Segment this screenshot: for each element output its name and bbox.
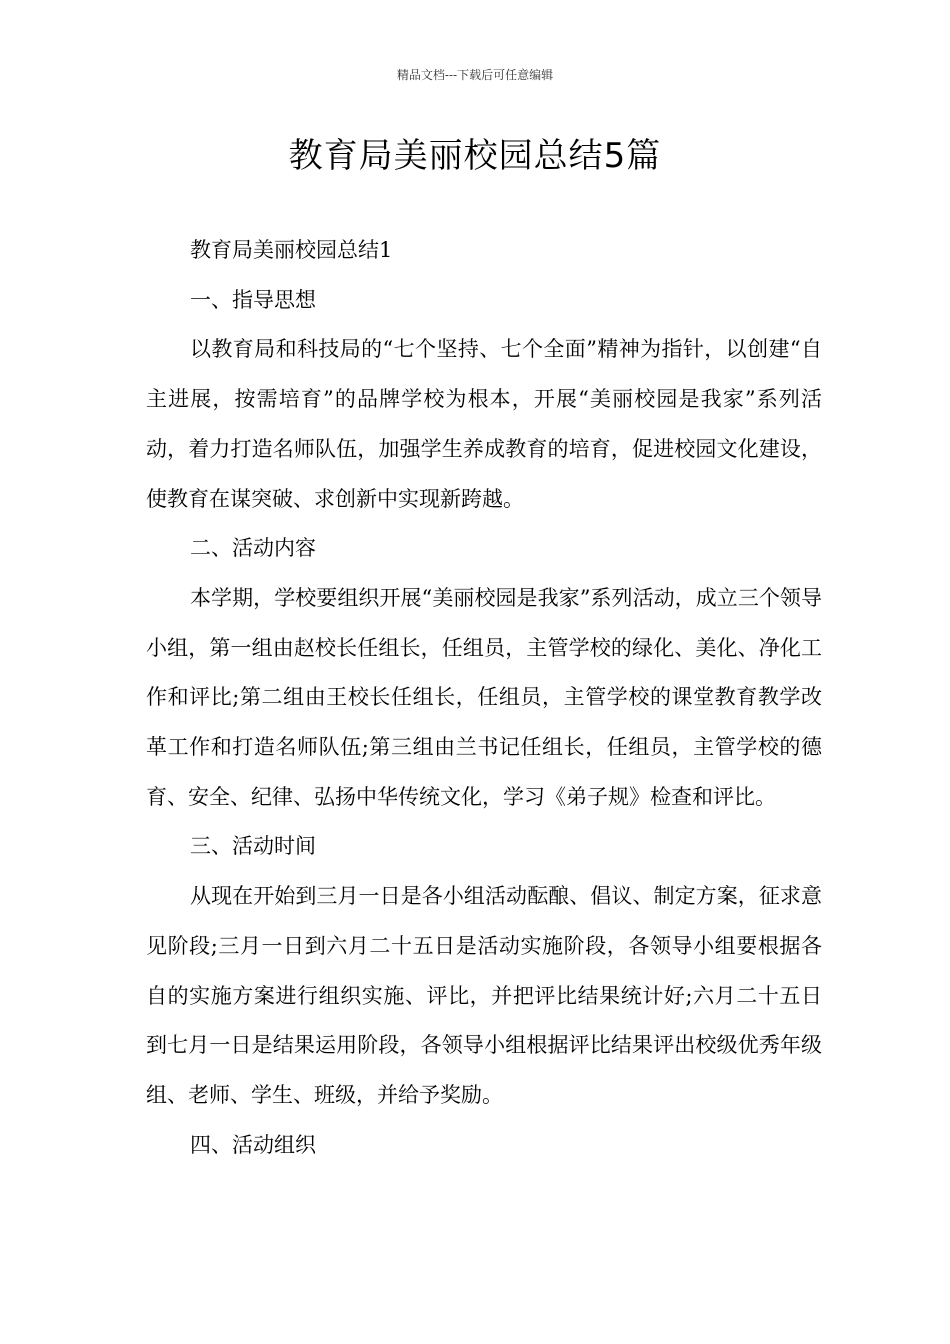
paragraph-activity-time: 从现在开始到三月一日是各小组活动酝酿、倡议、制定方案，征求意见阶段;三月一日到六月二十五日是活动实施阶段，各领导小组要根据各自的实施方案进行组织实施、评比，并把评比结果统计好;六月二十五日到七月一日是结果运用阶段，各领导小组根据评比结果评出校级优秀年级组、老师、学生、班级，并给予奖励。 (146, 884, 822, 1107)
paragraph-guiding-ideology: 以教育局和科技局的“七个坚持、七个全面”精神为指针，以创建“自主进展，按需培育”的品牌学校为根本，开展“美丽校园是我家”系列活动，着力打造名师队伍，加强学生养成教育的培育，促进校园文化建设，使教育在谋突破、求创新中实现新跨越。 (146, 337, 822, 511)
heading-activity-time: 三、活动时间 (190, 834, 316, 859)
heading-guiding-ideology: 一、指导思想 (190, 287, 316, 312)
section-title: 教育局美丽校园总结1 (190, 238, 393, 262)
document-title: 教育局美丽校园总结5篇 (288, 136, 662, 176)
paragraph-activity-content: 本学期，学校要组织开展“美丽校园是我家”系列活动，成立三个领导小组，第一组由赵校长任组长，任组员，主管学校的绿化、美化、净化工作和评比;第二组由王校长任组长，任组员，主管学校的课堂教育教学改革工作和打造名师队伍;第三组由兰书记任组长，任组员，主管学校的德育、安全、纪律、弘扬中华传统文化，学习《弟子规》检查和评比。 (146, 585, 822, 809)
header-note: 精品文档---下载后可任意编辑 (396, 68, 554, 82)
heading-activity-organization: 四、活动组织 (190, 1132, 316, 1157)
document-body (146, 226, 822, 1170)
heading-activity-content: 二、活动内容 (190, 536, 316, 561)
